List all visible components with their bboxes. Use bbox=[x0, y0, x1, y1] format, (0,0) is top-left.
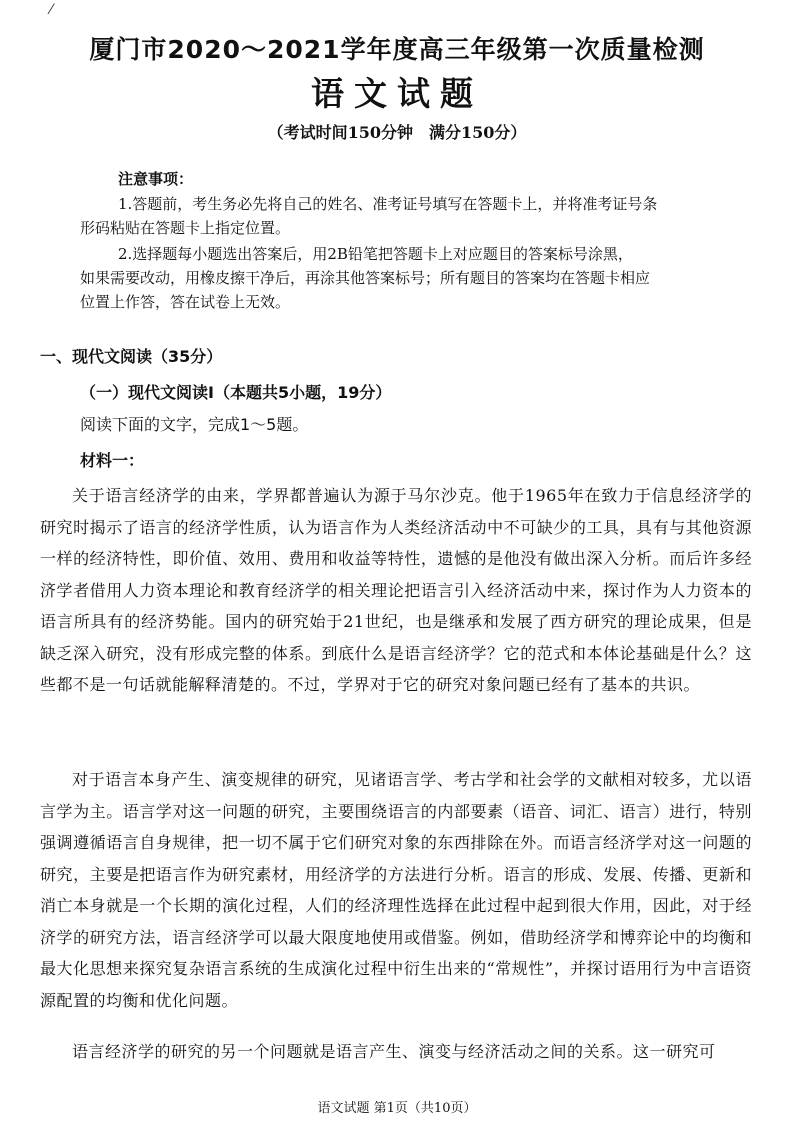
reading-instruction: 阅读下面的文字，完成1～5题。 bbox=[80, 415, 309, 434]
paragraph-3: 语言经济学的研究的另一个问题就是语言产生、演变与经济活动之间的关系。这一研究可 bbox=[72, 1042, 716, 1061]
note-item2-line1: 2.选择题每小题选出答案后，用2B铅笔把答题卡上对应题目的答案标号涂黑， bbox=[118, 245, 633, 263]
section-heading: 一、现代文阅读（35分） bbox=[40, 347, 223, 366]
note-item1-line2: 形码粘贴在答题卡上指定位置。 bbox=[80, 219, 291, 237]
page-footer: 语文试题 第1页（共10页） bbox=[317, 1101, 477, 1116]
note-item1-line1: 1.答题前，考生务必先将自己的姓名、准考证号填写在答题卡上，并将准考证号条 bbox=[118, 195, 658, 213]
note-item2-line3: 位置上作答，答在试卷上无效。 bbox=[80, 293, 291, 311]
paragraph-1: 关于语言经济学的由来，学界都普遍认为源于马尔沙克。他于1965年在致力于信息经济学的研究时揭示了语言的经济学性质，认为语言作为人类经济活动中不可缺少的工具，具有与其他资源一样的经济特性，即价值、效用、费用和收益等特性，遗憾的是他没有做出深入分析。而后许多经济学者借用人力资本理论和教育经济学的相关理论把语言引入经济活动中来，探讨作为人力资本的语言所具有的经济势能。国内的研究始于21世纪，也是继承和发展了西方研究的理论成果，但是缺乏深入研究，没有形成完整的体系。到底什么是语言经济学？它的范式和本体论基础是什么？这些都不是一句话就能解释清楚的。不过，学界对于它的研究对象问题已经有了基本的共识。 bbox=[40, 486, 752, 694]
subsection-heading: （一）现代文阅读Ⅰ（本题共5小题，19分） bbox=[80, 383, 392, 402]
note-item2-line2: 如果需要改动，用橡皮擦干净后，再涂其他答案标号；所有题目的答案均在答题卡相应 bbox=[80, 269, 651, 287]
scan-mark: ⁄ bbox=[50, 2, 53, 18]
notes-heading: 注意事项： bbox=[118, 170, 194, 188]
subject-title: 语文试题 bbox=[311, 74, 483, 113]
exam-duration: （考试时间150分钟 满分150分） bbox=[267, 123, 527, 142]
paragraph-2: 对于语言本身产生、演变规律的研究，见诸语言学、考古学和社会学的文献相对较多，尤以语言学为主。语言学对这一问题的研究，主要围绕语言的内部要素（语音、词汇、语言）进行，特别强调遵循语言自身规律，把一切不属于它们研究对象的东西排除在外。而语言经济学对这一问题的研究，主要是把语言作为研究素材，用经济学的方法进行分析。语言的形成、发展、传播、更新和消亡本身就是一个长期的演化过程，人们的经济理性选择在此过程中起到很大作用，因此，对于经济学的研究方法，语言经济学可以最大限度地使用或借鉴。例如，借助经济学和博弈论中的均衡和最大化思想来探究复杂语言系统的生成演化过程中衍生出来的“常规性”，并探讨语用行为中言语资源配置的均衡和优化问题。 bbox=[40, 770, 752, 1010]
exam-title: 厦门市2020～2021学年度高三年级第一次质量检测 bbox=[89, 35, 705, 64]
material-label: 材料一： bbox=[80, 451, 145, 470]
